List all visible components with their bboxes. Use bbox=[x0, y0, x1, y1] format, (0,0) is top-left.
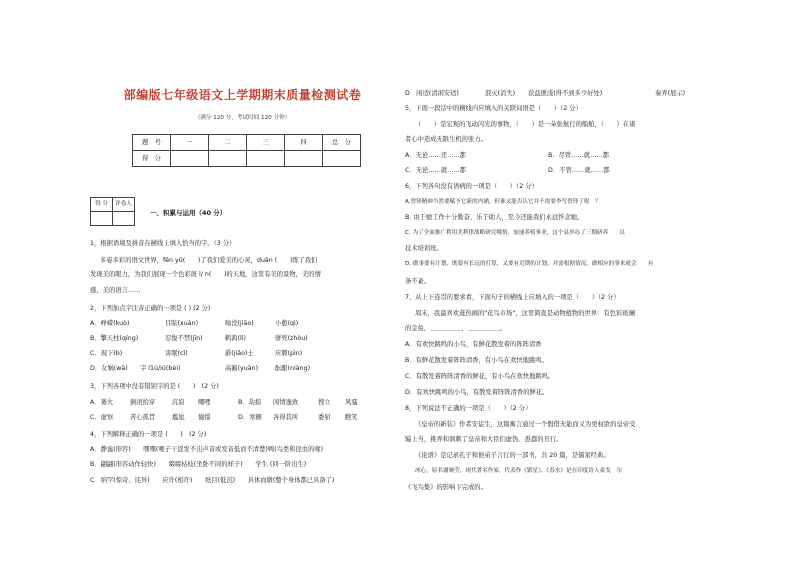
q2-item: A．峥嵘(kuò) bbox=[90, 320, 130, 327]
q4d-item: 获益匪浅(得不到多少好处) bbox=[528, 90, 603, 97]
q3-item: D．寒颤 bbox=[238, 414, 262, 421]
q8-option-c-cont: 《飞鸟集》的影响下完成的。 bbox=[405, 484, 487, 491]
q2-item: 应聘(pìn) bbox=[275, 350, 303, 357]
exam-title: 部编版七年级语文上学期期末质量检测试卷 bbox=[123, 88, 362, 102]
q4d-item: 奏弄(展示) bbox=[655, 90, 686, 97]
q4d-item: D 闲适(清闲安适) bbox=[405, 90, 459, 97]
q6-option-c: C. 为了全面推广利用美利律战略研究哪情，加速养殖事业，这个县举办了三期研养 员 bbox=[405, 230, 626, 236]
q2-item: B．擎天柱(qíng) bbox=[90, 335, 139, 342]
q8-option-a: 《皇帝的新装》作者安徒生，这篇寓言通过一个假借无能而又为更权欲的皇帝受 bbox=[415, 421, 636, 428]
score-table-row bbox=[133, 135, 361, 151]
score-header-cell: 四 bbox=[285, 135, 323, 151]
q7-text: 的金鱼，＿＿＿＿＿，＿＿＿＿＿。 bbox=[405, 325, 506, 332]
grader-row bbox=[91, 198, 135, 212]
q7-option-d: D．有欢快跳鸣的小鸟，有散发着阵阵清香的鲜花。 bbox=[405, 389, 549, 396]
q4d-item: 泯灭(消失) bbox=[485, 90, 516, 97]
q5-text: 者心中造成无限生机的张力。 bbox=[405, 136, 487, 143]
q3-item: 闲情逸致 bbox=[273, 399, 299, 406]
q2-item: 目眩(xuàn) bbox=[165, 320, 199, 327]
q2-item: 骈死(zhòu) bbox=[275, 335, 308, 342]
score-header-cell: 总 分 bbox=[323, 135, 361, 151]
q2-item: 小憩(qì) bbox=[275, 320, 299, 327]
score-table-row bbox=[133, 151, 361, 167]
q5-option-d: D．不管……就……都 bbox=[548, 167, 610, 174]
question-1-text: 多姿多彩的语文世界，fēn yū( )了我们爱美的心灵，duǎn ( )练了我们 bbox=[100, 257, 318, 264]
q3-item: 各得其所 bbox=[273, 414, 299, 421]
q4-option-c: C 纳罕(惊奇、诧异) 应许(相许) 纸目(低沉) 具体而微(整个身体都已具备了) bbox=[90, 477, 335, 484]
q5-option-b: B．尽管……就……都 bbox=[548, 152, 609, 159]
score-header-cell: 二 bbox=[209, 135, 247, 151]
q3-item: C．虚察 bbox=[90, 414, 114, 421]
q2-item: 酝酿(niàng) bbox=[275, 365, 311, 372]
question-1: 1，根据语境及拼音在横线上填入恰当的字。（3 分） bbox=[90, 240, 236, 247]
q2-item: 嗡没(jiāo) bbox=[225, 320, 254, 327]
q3-item: 倒闭拾穿 bbox=[130, 399, 156, 406]
q3-item: 搜立 bbox=[318, 399, 331, 406]
q3-item: 憧憬 bbox=[198, 414, 211, 421]
section-1-heading: 一、积累与运用（40 分） bbox=[150, 209, 227, 217]
q6-option-d: D. 做事要有计划，既要有长远的打算，又要有近期的计划，并需根据情况，做相应的事来就会 有 bbox=[405, 261, 654, 267]
grader-score-cell[interactable] bbox=[91, 212, 113, 226]
question-6: 6，下列各句没有语病的一项是（ ）（2 分） bbox=[405, 183, 538, 190]
grader-row bbox=[91, 212, 135, 226]
q3-item: 嘲哩 bbox=[198, 399, 211, 406]
q6-option-a: A.曾铎精神当然要赋予它新的内涵，但谁又能否认它并不需要李写曾铎了呢 ？ bbox=[405, 199, 601, 205]
q8-option-b: 《论语》是记录孔子和他弟子言行的一部书，共 20 篇，是儒家经典。 bbox=[415, 452, 610, 459]
q7-option-b: B．有鲜花散发着阵阵清香，有小鸟在欢快地跳鸣。 bbox=[405, 357, 548, 364]
q2-item: 害眠(cǐ) bbox=[165, 350, 188, 357]
q2-item: C．现下(b) bbox=[90, 350, 123, 357]
q2-item: 爵(jiǎo)士 bbox=[225, 350, 254, 357]
question-7: 7，从上下连贯的要求看，下面句子的横线上应填入的一项是（ ）（2 分） bbox=[405, 294, 620, 301]
q2-item: D．女娲(wā) bbox=[90, 365, 128, 372]
q7-text: 周末，我最喜欢逛热闹的"花鸟市场"，这里简直是动物植物的世界：有色彩斑斓 bbox=[415, 310, 635, 317]
question-1-text: 发现美的眼力，为我们展现一个色彩斑 l/ n( )的天地，这里有美的景物，美的情 bbox=[90, 271, 321, 278]
q7-option-c: C．有散发着阵阵清香的鲜花，有小鸟在欢快地跳鸣。 bbox=[405, 373, 555, 380]
q6-option-d-cont: 条不紊。 bbox=[405, 278, 431, 285]
score-input-cell[interactable] bbox=[247, 151, 285, 167]
q5-text: （ ）是宏观的飞动闪光的事物，（ ）是一朵张航行的船舶，（ ）在诸 bbox=[415, 121, 636, 128]
q3-item: A．篝火 bbox=[90, 399, 114, 406]
q4-option-a: A．静谧(形容) 嘿嘿(喉子干涩发不出声音或发音低而不清楚)鸭(鸟类和昆虫的喙) bbox=[90, 446, 324, 453]
q8-option-a-cont: 骗上当，挑弄和讽刺了皇帝和大臣们虚伪、愚蠢的丑行。 bbox=[405, 436, 563, 443]
score-input-cell[interactable] bbox=[323, 151, 361, 167]
q3-item: 苦心孤旨 bbox=[130, 414, 156, 421]
question-4: 4，下列解释正确的一项是 ( ) (2 分) bbox=[90, 431, 207, 438]
score-header-cell: 题 号 bbox=[133, 135, 171, 151]
score-input-cell[interactable] bbox=[209, 151, 247, 167]
grader-reviewer-label: 评卷人 bbox=[113, 198, 135, 212]
score-input-cell[interactable] bbox=[285, 151, 323, 167]
q3-item: 风骚 bbox=[345, 399, 358, 406]
q2-item: 鹌鹑(lì) bbox=[225, 335, 247, 342]
q5-option-a: A．无论……还……都 bbox=[405, 152, 466, 159]
q4-option-b: B．翩翩(形容动作轻快) 啜啜枯枝(坐卧不同的样子) 学生 (同一阶出生) bbox=[90, 461, 307, 468]
q3-item: 委屈 bbox=[318, 414, 331, 421]
question-3: 3，下列各项中没有错别字的是 ( ) (2 分) bbox=[90, 383, 219, 390]
q3-item: 瞧笑 bbox=[345, 414, 358, 421]
question-5: 5，下面一段话中的横线内应填入的关联词语是（ ）（2 分） bbox=[405, 105, 582, 112]
exam-subtitle: （满分 120 分，考试时间 120 分钟） bbox=[194, 115, 291, 121]
question-8: 8，下列说法不正确的一项是（ ）（2 分） bbox=[405, 405, 532, 412]
score-header-cell: 三 bbox=[247, 135, 285, 151]
q2-item: 字 l1ú/iú(bèi) bbox=[140, 365, 181, 372]
question-1-text: 感，美的语言…… bbox=[90, 287, 141, 294]
q7-option-a: A．有欢快跳鸣的小鸟，有鲜花散发着的阵阵清香 bbox=[405, 341, 542, 348]
q2-item: 忍俊不禁(jīn) bbox=[165, 335, 203, 342]
q3-item: 尴尬 bbox=[172, 414, 185, 421]
grader-score-label: 得 分 bbox=[91, 198, 113, 212]
score-table bbox=[132, 134, 361, 167]
q6-option-c-cont: 技术培训班。 bbox=[405, 245, 443, 252]
grader-table bbox=[90, 197, 135, 226]
q5-option-c: C．无论……就……都 bbox=[405, 167, 467, 174]
grader-reviewer-cell[interactable] bbox=[113, 212, 135, 226]
q3-item: 沉寂 bbox=[172, 399, 185, 406]
q3-item: B．劫掠 bbox=[238, 399, 262, 406]
question-2: 2，下列加点字注音正确的一项是 ( ) (2 分) bbox=[90, 305, 211, 312]
score-header-cell: 一 bbox=[171, 135, 209, 151]
score-input-cell[interactable] bbox=[171, 151, 209, 167]
q6-option-b: B. 由于她工作十分勤奋，乐于助人，至今还能我们永远怀念她。 bbox=[405, 214, 584, 221]
q2-item: 高匾(yuān) bbox=[225, 365, 259, 372]
q8-option-c: 冰心，原名谢婉莹，现代著名作家，代表作《繁星》、《春水》是在印度诗人泰戈 尔 bbox=[415, 468, 622, 474]
score-label-cell: 得 分 bbox=[133, 151, 171, 167]
